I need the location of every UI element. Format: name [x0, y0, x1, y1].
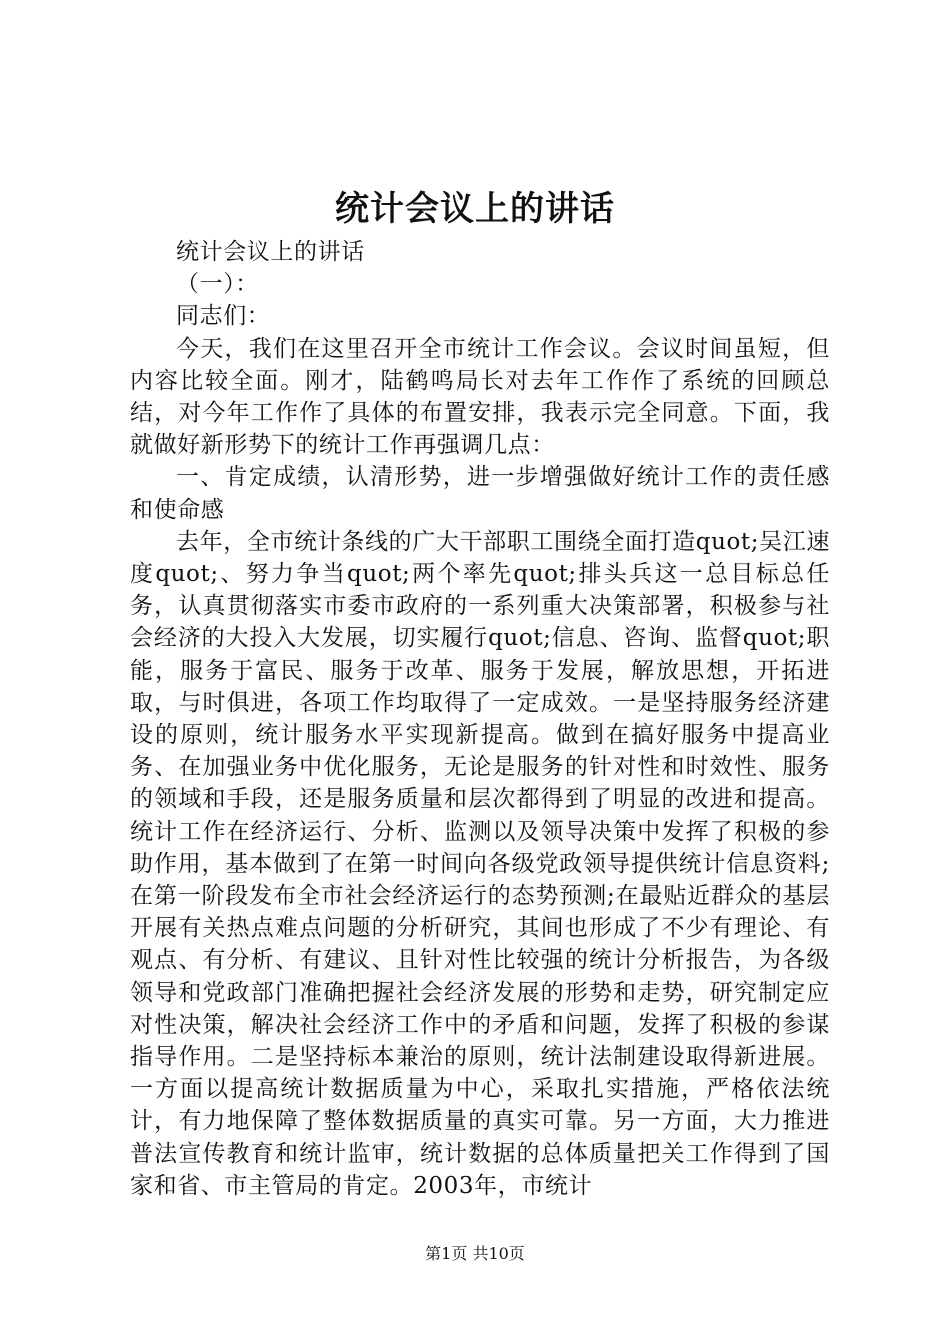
paragraph-section-marker: （一）： [176, 271, 259, 298]
paragraph-salutation: 同志们： [176, 303, 271, 330]
paragraph-intro: 今天，我们在这里召开全市统计工作会议。会议时间虽短，但内容比较全面。刚才，陆鹤鸣局长对去年工作作了系统的回顾总结，对今年工作作了具体的布置安排，我表示完全同意。下面，我就做好新形势下的统计工作再强调几点： [130, 335, 830, 459]
paragraph-subtitle: 统计会议上的讲话 [176, 239, 365, 265]
document-body [130, 236, 830, 1202]
document-title: 统计会议上的讲话 [335, 189, 615, 229]
page-footer: 第1页 共10页 [425, 1244, 525, 1263]
paragraph-heading-1: 一、肯定成绩，认清形势，进一步增强做好统计工作的责任感和使命感 [130, 464, 830, 523]
paragraph-body-1: 去年，全市统计条线的广大干部职工围绕全面打造quot;吴江速度quot;、努力争当quot;两个率先quot;排头兵这一总目标总任务，认真贯彻落实市委市政府的一系列重大决策部署，积极参与社会经济的大投入大发展，切实履行quot;信息、咨询、监督quot;职能，服务于富民、服务于改革、服务于发展，解放思想，开拓进取，与时俱进，各项工作均取得了一定成效。一是坚持服务经济建设的原则，统计服务水平实现新提高。做到在搞好服务中提高业务、在加强业务中优化服务，无论是服务的针对性和时效性、服务的领域和手段，还是服务质量和层次都得到了明显的改进和提高。统计工作在经济运行、分析、监测以及领导决策中发挥了积极的参助作用，基本做到了在第一时间向各级党政领导提供统计信息资料;在第一阶段发布全市社会经济运行的态势预测;在最贴近群众的基层开展有关热点难点问题的分析研究，其间也形成了不少有理论、有观点、有分析、有建议、且针对性比较强的统计分析报告，为各级领导和党政部门准确把握社会经济发展的形势和走势，研究制定应对性决策，解决社会经济工作中的矛盾和问题，发挥了积极的参谋指导作用。二是坚持标本兼治的原则，统计法制建设取得新进展。一方面以提高统计数据质量为中心，采取扎实措施，严格依法统计，有力地保障了整体数据质量的真实可靠。另一方面，大力推进普法宣传教育和统计监审，统计数据的总体质量把关工作得到了国家和省、市主管局的肯定。2003年，市统计 [130, 528, 830, 1199]
